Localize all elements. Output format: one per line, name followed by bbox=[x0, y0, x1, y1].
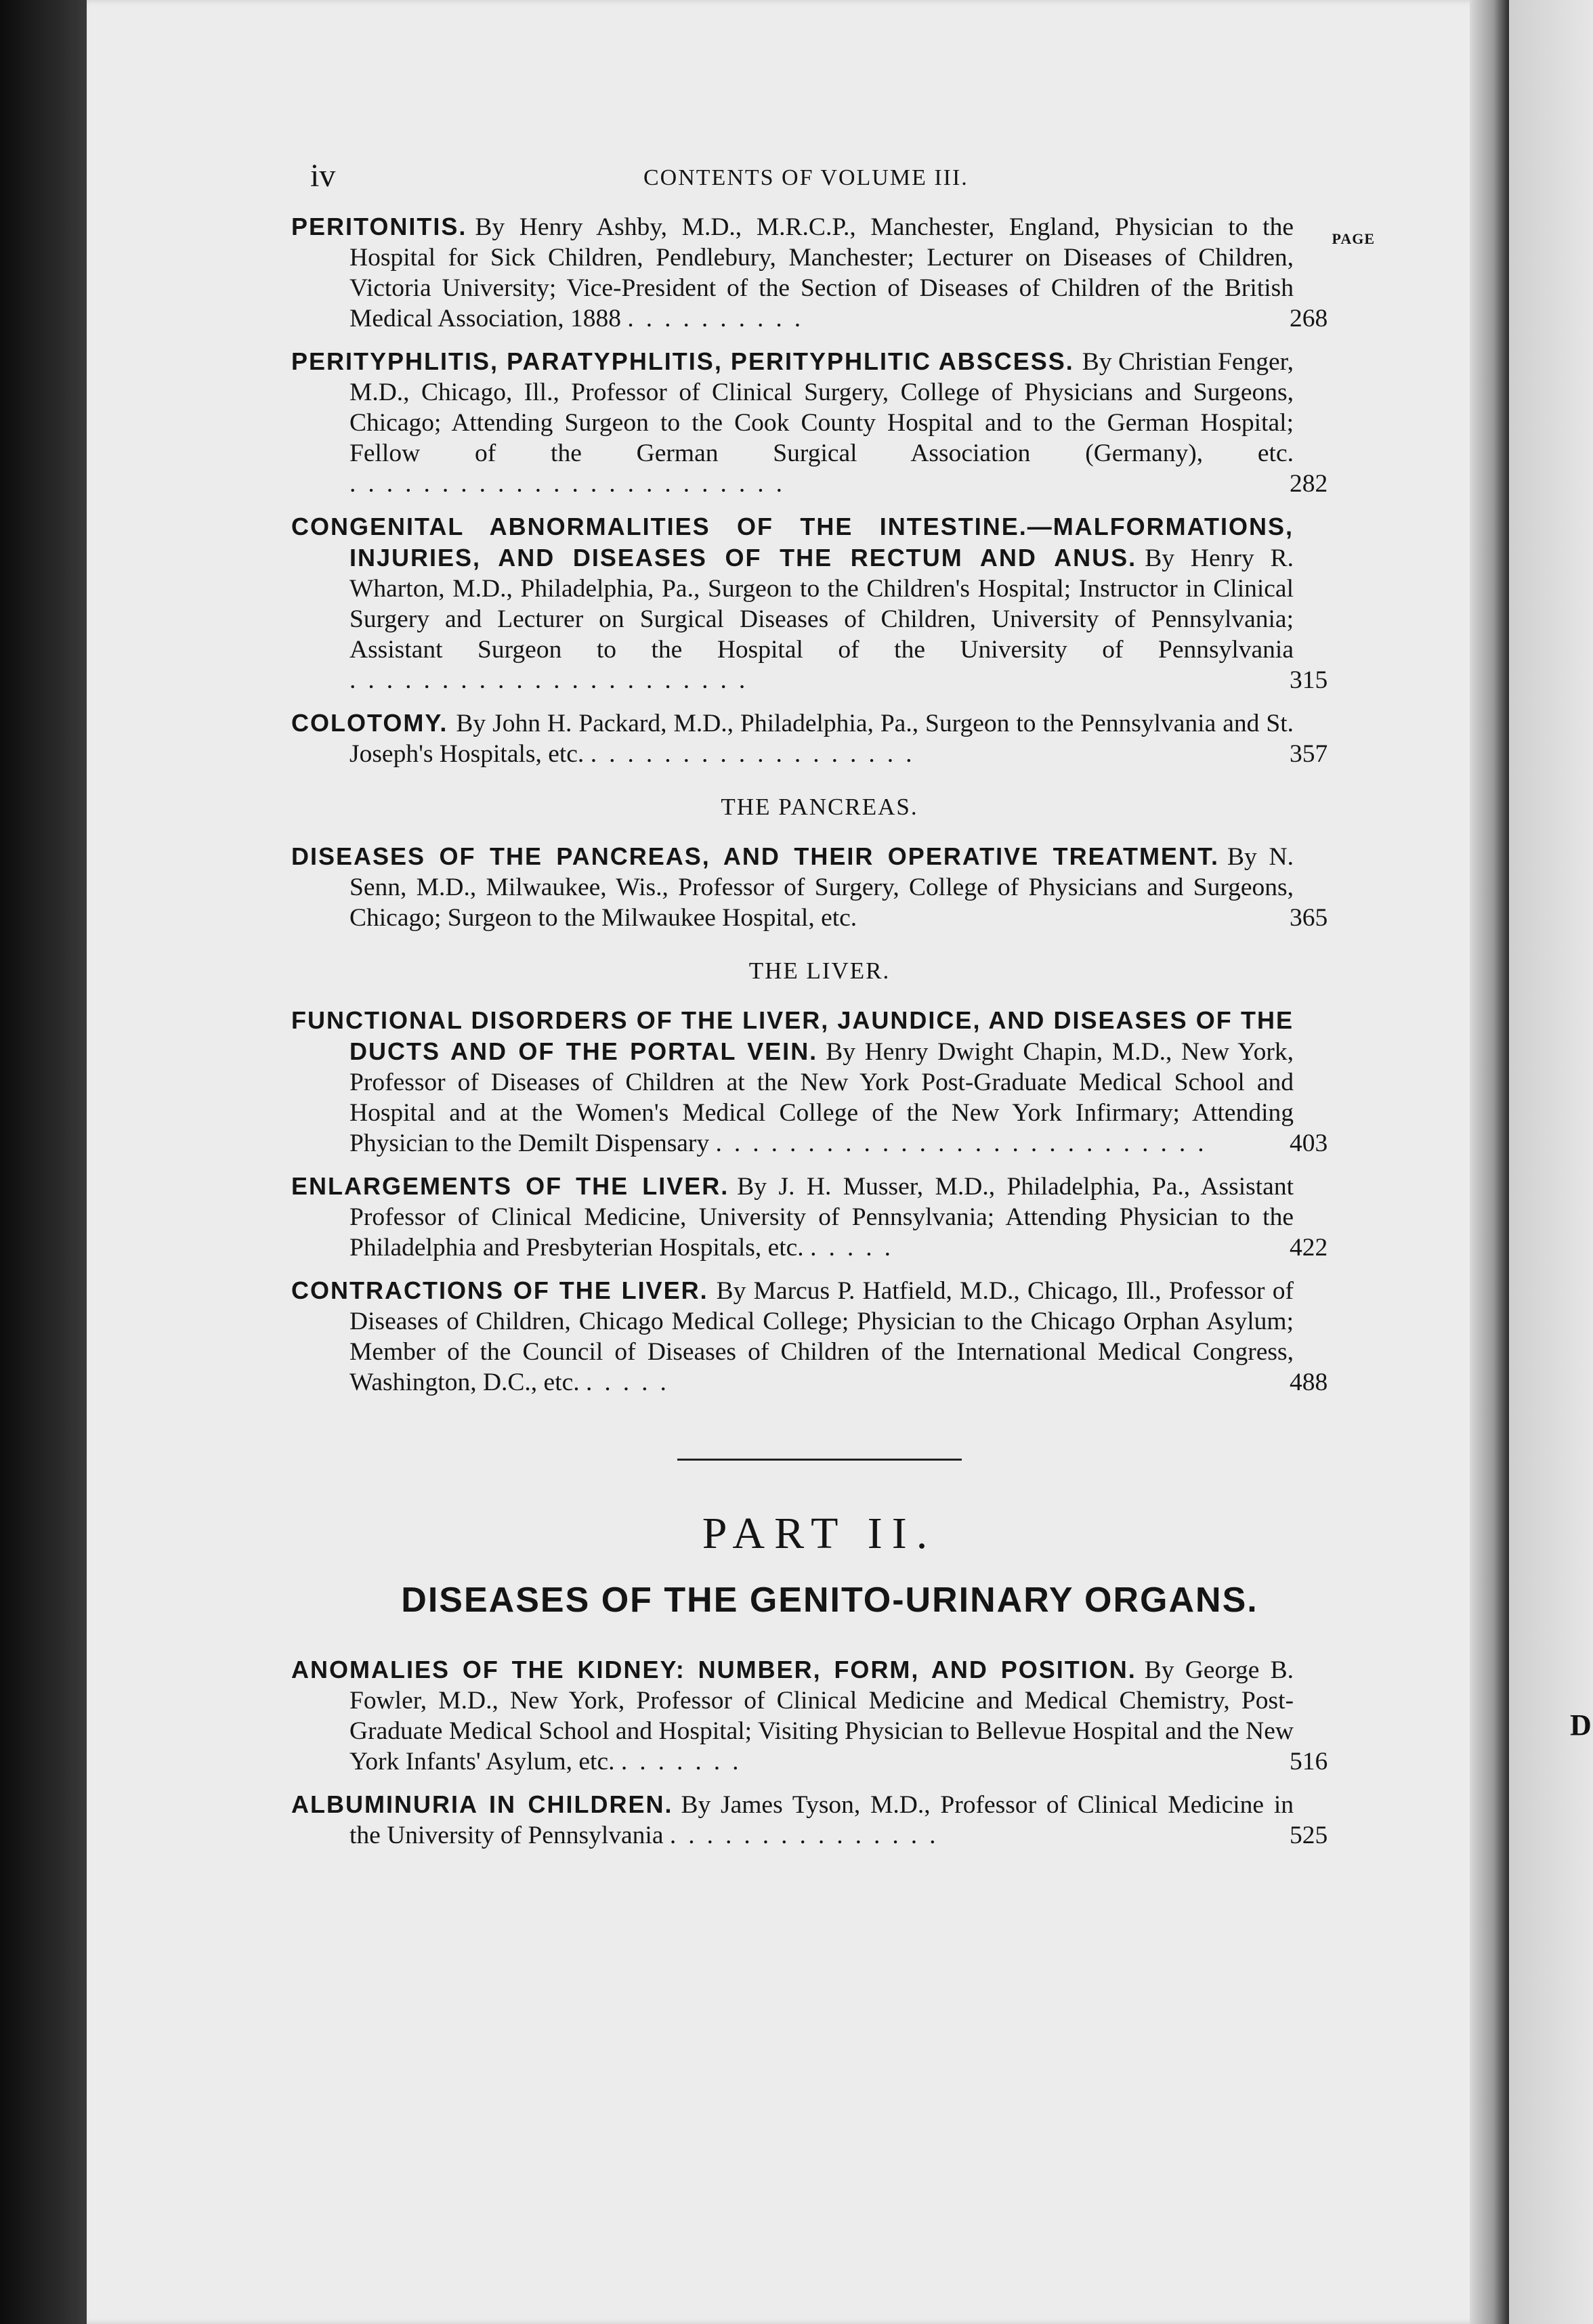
entry-text: By George B. Fowler, M.D., New York, Professor of Clinical Medicine and Medical Chemistry, Post-Graduate Medical School and Hospital; Visiting Physician to Bellevue Hospital and the New York Infants' Asylum, etc. bbox=[349, 1656, 1294, 1776]
toc-entry: DISEASES OF THE PANCREAS, AND THEIR OPERATIVE TREATMENT. By N. Senn, M.D., Milwaukee, Wis., Professor of Surgery, College of Physicians and Surgeons, Chicago; Surgeon to the Milwaukee Hospital, etc. 365 bbox=[291, 842, 1328, 932]
toc-entry: ALBUMINURIA IN CHILDREN. By James Tyson, M.D., Professor of Clinical Medicine in the University of Pennsylvania ............... 525 bbox=[291, 1790, 1328, 1849]
entry-text: By Henry Ashby, M.D., M.R.C.P., Manchester, England, Physician to the Hospital for Sick Children, Pendlebury, Manchester; Lecturer on Diseases of Children, Victoria University; Vice-President of the Section of Diseases of Children of the British Medical Association, 1888 bbox=[349, 213, 1294, 332]
page-gutter bbox=[1470, 0, 1509, 2324]
page-folio: iv bbox=[310, 158, 336, 194]
toc-entry: CONGENITAL ABNORMALITIES OF THE INTESTINE.—MALFORMATIONS, INJURIES, AND DISEASES OF THE RECTUM AND ANUS. By Henry R. Wharton, M.D., Philadelphia, Pa., Surgeon to the Children's Hospital; Instructor in Clinical Surgery and Lecturer on Surgical Diseases of Children, University of Pennsylvania; Assistant Surgeon to the Hospital of the University of Pennsylvania ...................... 315 bbox=[291, 513, 1328, 694]
adjacent-page-edge bbox=[1509, 0, 1593, 2324]
entry-text: By J. H. Musser, M.D., Philadelphia, Pa., Assistant Professor of Clinical Medicine, University of Pennsylvania; Attending Physician to the Philadelphia and Presbyterian Hospitals, etc. bbox=[349, 1173, 1294, 1262]
entry-title: PERITONITIS. bbox=[291, 213, 467, 240]
entry-title: COLOTOMY. bbox=[291, 709, 448, 737]
entry-title: CONGENITAL ABNORMALITIES OF THE INTESTINE.—MALFORMATIONS, INJURIES, AND DISEASES OF THE RECTUM AND ANUS. bbox=[291, 513, 1294, 572]
scan-left-margin bbox=[0, 0, 87, 2324]
entry-text: By Christian Fenger, M.D., Chicago, Ill., Professor of Clinical Surgery, College of Physicians and Surgeons, Chicago; Attending Surgeon to the Cook County Hospital and to the German Hospital; Fellow of the German Surgical Association (Germany), etc. bbox=[349, 348, 1294, 467]
entry-text: By N. Senn, M.D., Milwaukee, Wis., Professor of Surgery, College of Physicians and Surgeons, Chicago; Surgeon to the Milwaukee Hospital, etc. bbox=[349, 843, 1294, 932]
toc-entry: PERITYPHLITIS, PARATYPHLITIS, PERITYPHLITIC ABSCESS. By Christian Fenger, M.D., Chicago, Ill., Professor of Clinical Surgery, College of Physicians and Surgeons, Chicago; Attending Surgeon to the Cook County Hospital and to the German Hospital; Fellow of the German Surgical Association (Germany), etc. ........................ 282 bbox=[291, 347, 1328, 498]
entry-title: ENLARGEMENTS OF THE LIVER. bbox=[291, 1172, 729, 1200]
toc-entry: PERITONITIS. By Henry Ashby, M.D., M.R.C.P., Manchester, England, Physician to the Hospital for Sick Children, Pendlebury, Manchester; Lecturer on Diseases of Children, Victoria University; Vice-President of the Section of Diseases of Children of the British Medical Association, 1888 .......... 268 bbox=[291, 213, 1328, 332]
dot-leader: ........................ bbox=[349, 470, 794, 498]
dot-leader: ..... bbox=[810, 1234, 903, 1262]
entry-text: By Henry Dwight Chapin, M.D., New York, Professor of Diseases of Children at the New York Post-Graduate Medical School and Hospital and at the Women's Medical College of the New York Infirmary; Attending Physician to the Demilt Dispensary bbox=[349, 1038, 1294, 1157]
entry-title: ANOMALIES OF THE KIDNEY: NUMBER, FORM, AND POSITION. bbox=[291, 1656, 1137, 1683]
section-heading-pancreas: THE PANCREAS. bbox=[721, 794, 918, 820]
entry-title: ALBUMINURIA IN CHILDREN. bbox=[291, 1790, 673, 1818]
dot-leader: ....... bbox=[620, 1748, 751, 1776]
toc-entry: FUNCTIONAL DISORDERS OF THE LIVER, JAUNDICE, AND DISEASES OF THE DUCTS AND OF THE PORTAL VEIN. By Henry Dwight Chapin, M.D., New York, Professor of Diseases of Children at the New York Post-Graduate Medical School and Hospital and at the Women's Medical College of the New York Infirmary; Attending Physician to the Demilt Dispensary ........................... 403 bbox=[291, 1006, 1328, 1157]
dot-leader: ...................... bbox=[349, 666, 758, 694]
dot-leader: ........................... bbox=[715, 1129, 1216, 1157]
entry-title: CONTRACTIONS OF THE LIVER. bbox=[291, 1276, 708, 1304]
toc-entry: COLOTOMY. By John H. Packard, M.D., Philadelphia, Pa., Surgeon to the Pennsylvania and St. Joseph's Hospitals, etc. .................. 357 bbox=[291, 709, 1328, 768]
entry-title: PERITYPHLITIS, PARATYPHLITIS, PERITYPHLITIC ABSCESS. bbox=[291, 347, 1074, 375]
dot-leader: ............... bbox=[669, 1822, 948, 1849]
part-label: PART II. bbox=[702, 1509, 937, 1558]
toc-entry: ENLARGEMENTS OF THE LIVER. By J. H. Musser, M.D., Philadelphia, Pa., Assistant Professor of Clinical Medicine, University of Pennsylvania; Attending Physician to the Philadelphia and Presbyterian Hospitals, etc. ..... 422 bbox=[291, 1172, 1328, 1262]
running-title: CONTENTS OF VOLUME III. bbox=[643, 165, 969, 190]
entry-text: By John H. Packard, M.D., Philadelphia, Pa., Surgeon to the Pennsylvania and St. Joseph's Hospitals, etc. bbox=[349, 710, 1294, 768]
toc-entry: CONTRACTIONS OF THE LIVER. By Marcus P. Hatfield, M.D., Chicago, Ill., Professor of Diseases of Children, Chicago Medical College; Physician to the Chicago Orphan Asylum; Member of the Council of Diseases of Children of the International Medical Congress, Washington, D.C., etc. ..... 488 bbox=[291, 1276, 1328, 1396]
entry-text: By Marcus P. Hatfield, M.D., Chicago, Ill., Professor of Diseases of Children, Chicago Medical College; Physician to the Chicago Orphan Asylum; Member of the Council of Diseases of Children of the International Medical Congress, Washington, D.C., etc. bbox=[349, 1277, 1294, 1396]
toc-entry: ANOMALIES OF THE KIDNEY: NUMBER, FORM, AND POSITION. By George B. Fowler, M.D., New York, Professor of Clinical Medicine and Medical Chemistry, Post-Graduate Medical School and Hospital; Visiting Physician to Bellevue Hospital and the New York Infants' Asylum, etc. ....... 516 bbox=[291, 1656, 1328, 1776]
part-title: DISEASES OF THE GENITO-URINARY ORGANS. bbox=[401, 1580, 1258, 1620]
dot-leader: ..... bbox=[586, 1369, 679, 1396]
entry-text: By Henry R. Wharton, M.D., Philadelphia, Pa., Surgeon to the Children's Hospital; Instructor in Clinical Surgery and Lecturer on Surgical Diseases of Children, University of Pennsylvania; Assistant Surgeon to the Hospital of the University of Pennsylvania bbox=[349, 544, 1294, 664]
entry-title: DISEASES OF THE PANCREAS, AND THEIR OPERATIVE TREATMENT. bbox=[291, 842, 1219, 870]
section-divider-rule bbox=[677, 1459, 962, 1461]
dot-leader: .................. bbox=[590, 740, 925, 768]
entry-text: By James Tyson, M.D., Professor of Clinical Medicine in the University of Pennsylvania bbox=[349, 1791, 1294, 1849]
dot-leader: .......... bbox=[627, 305, 813, 332]
page-column-label: PAGE bbox=[1332, 230, 1375, 247]
entry-title: FUNCTIONAL DISORDERS OF THE LIVER, JAUNDICE, AND DISEASES OF THE DUCTS AND OF THE PORTAL VEIN. bbox=[291, 1006, 1294, 1065]
section-heading-liver: THE LIVER. bbox=[748, 957, 891, 984]
adjacent-page-letter: D bbox=[1570, 1708, 1592, 1742]
contents-column bbox=[291, 157, 1375, 1863]
